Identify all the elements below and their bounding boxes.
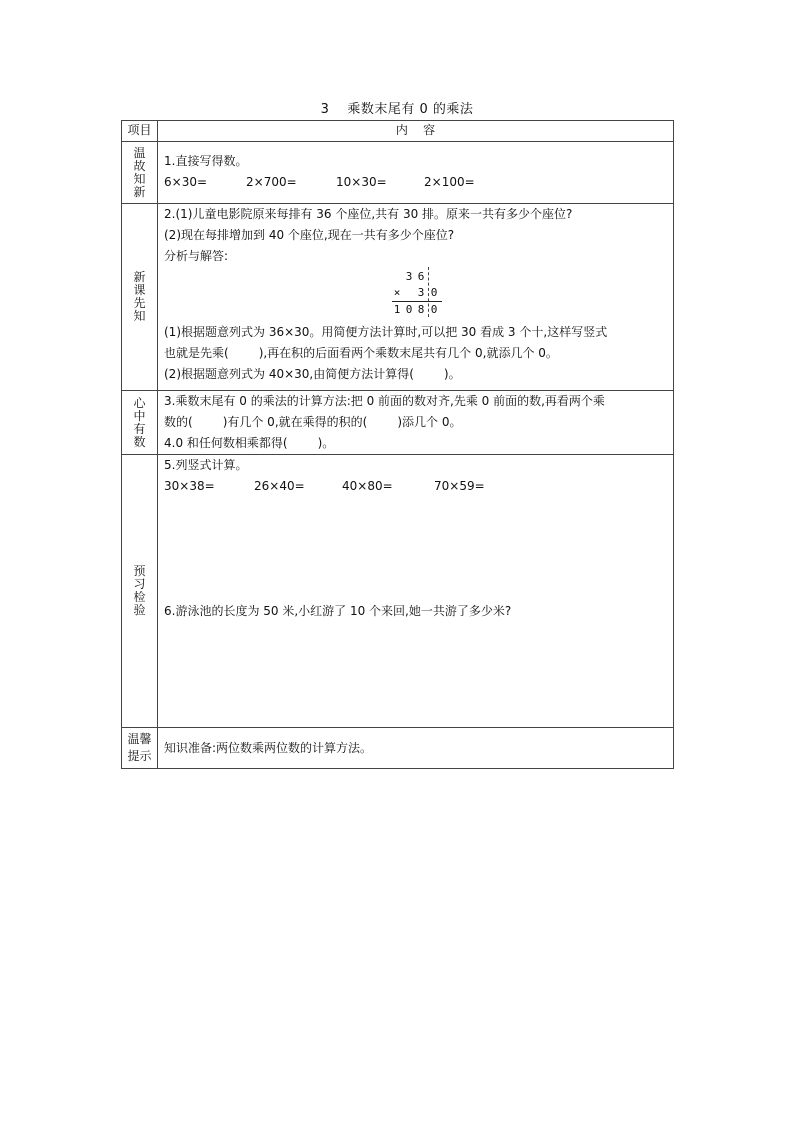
review-label: 温 故 知 新 bbox=[122, 142, 158, 204]
vertical-multiplication: 3 6 × 3 0 1 0 8 0 bbox=[390, 269, 450, 318]
page-title bbox=[0, 98, 794, 117]
review-content bbox=[158, 142, 674, 204]
question-3-part2: 数的( )有几个 0,就在乘得的积的( )添几个 0。 bbox=[164, 415, 462, 429]
question-3-part1: 3.乘数末尾有 0 的乘法的计算方法:把 0 前面的数对齐,先乘 0 前面的数,再看两个乘 bbox=[164, 394, 605, 408]
calc-item: 6×30= bbox=[164, 175, 208, 189]
header-row bbox=[122, 121, 674, 142]
calc-item: 10×30= bbox=[336, 175, 387, 189]
header-item: 项目 bbox=[122, 121, 158, 142]
newlesson-content bbox=[158, 204, 674, 391]
analysis-heading: 分析与解答: bbox=[164, 249, 229, 263]
question-1: 1.直接写得数。 bbox=[164, 154, 248, 168]
heart-row bbox=[122, 391, 674, 455]
question-2-part1: 2.(1)儿童电影院原来每排有 36 个座位,共有 30 排。原来一共有多少个座位? bbox=[164, 207, 573, 221]
calc-item: 70×59= bbox=[434, 479, 485, 493]
calc-item: 26×40= bbox=[254, 479, 305, 493]
tip-text: 知识准备:两位数乘两位数的计算方法。 bbox=[164, 740, 373, 755]
preview-content bbox=[158, 455, 674, 728]
calc-item: 2×700= bbox=[246, 175, 297, 189]
question-6: 6.游泳池的长度为 50 米,小红游了 10 个来回,她一共游了多少米? bbox=[164, 604, 512, 618]
worksheet-table bbox=[121, 120, 674, 769]
review-calcs bbox=[164, 172, 673, 193]
tip-content bbox=[158, 728, 674, 769]
work-area[interactable] bbox=[164, 497, 673, 601]
preview-label: 预 习 检 验 bbox=[122, 455, 158, 728]
calc-item: 30×38= bbox=[164, 479, 215, 493]
heart-content bbox=[158, 391, 674, 455]
review-row bbox=[122, 142, 674, 204]
question-2-part2: (2)现在每排增加到 40 个座位,现在一共有多少个座位? bbox=[164, 228, 455, 242]
question-4: 4.0 和任何数相乘都得( )。 bbox=[164, 436, 335, 450]
preview-row bbox=[122, 455, 674, 728]
lesson-title: 乘数末尾有 0 的乘法 bbox=[347, 102, 474, 117]
header-content: 内 容 bbox=[158, 121, 674, 142]
answer-1-part2: 也就是先乘( ),再在积的后面看两个乘数末尾共有几个 0,就添几个 0。 bbox=[164, 346, 558, 360]
question-5: 5.列竖式计算。 bbox=[164, 458, 248, 472]
calc-item: 40×80= bbox=[342, 479, 393, 493]
tip-row bbox=[122, 728, 674, 769]
lesson-number: 3 bbox=[320, 102, 330, 117]
heart-label: 心 中 有 数 bbox=[122, 391, 158, 455]
answer-2: (2)根据题意列式为 40×30,由简便方法计算得( )。 bbox=[164, 367, 461, 381]
newlesson-label: 新 课 先 知 bbox=[122, 204, 158, 391]
newlesson-row bbox=[122, 204, 674, 391]
preview-calcs bbox=[164, 476, 673, 497]
calc-item: 2×100= bbox=[424, 175, 475, 189]
tip-label: 温馨 提示 bbox=[122, 728, 158, 769]
answer-1-part1: (1)根据题意列式为 36×30。用简便方法计算时,可以把 30 看成 3 个十,这样写竖式 bbox=[164, 325, 608, 339]
